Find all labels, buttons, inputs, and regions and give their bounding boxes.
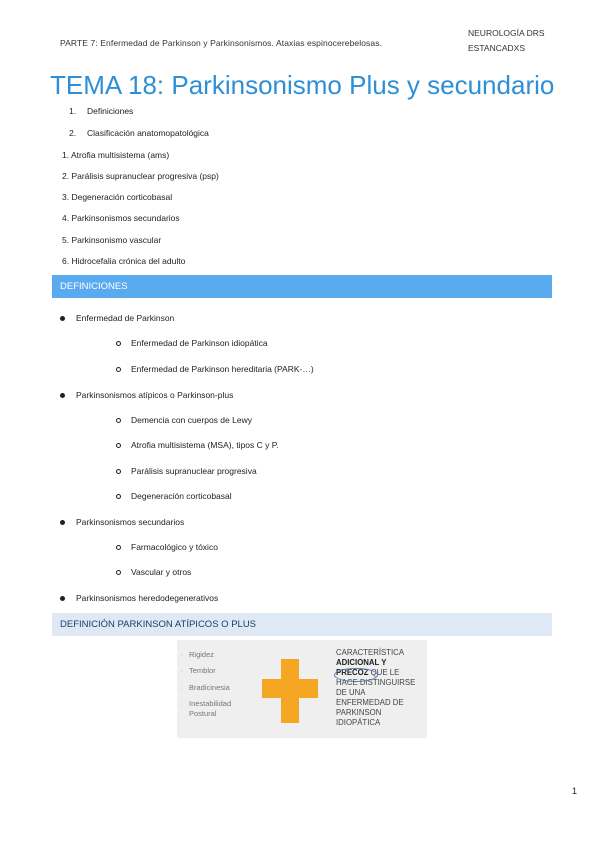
list-item: Parkinsonismos secundarios — [76, 517, 185, 527]
symptom-dash: · — [180, 683, 183, 692]
bullet-dot — [60, 520, 65, 525]
toc-label: Clasificación anatomopatológica — [87, 128, 209, 138]
list-subitem: Atrofia multisistema (MSA), tipos C y P. — [131, 440, 279, 450]
symptom-item: Rigidez — [189, 650, 215, 659]
list-subitem: Parálisis supranuclear progresiva — [131, 466, 257, 476]
figure-text-inline: QUE LE — [368, 668, 400, 677]
figure-text-line: IDIOPÁTICA — [336, 718, 381, 727]
figure-text-line: DE UNA — [336, 688, 366, 697]
list-subitem: Enfermedad de Parkinson hereditaria (PARK-…) — [131, 364, 314, 374]
toc-num: 1. — [69, 106, 77, 116]
figure-text-line: CARACTERÍSTICA — [336, 648, 405, 657]
figure-text-line: ENFERMEDAD DE — [336, 698, 404, 707]
list-subitem: Degeneración corticobasal — [131, 491, 232, 501]
toc-item-2 — [69, 128, 209, 138]
toc-item-3: 1. Atrofia multisistema (ams) — [62, 150, 170, 160]
bullet-ring — [116, 418, 121, 423]
bullet-ring — [116, 494, 121, 499]
symptom-dash: · — [180, 666, 183, 675]
toc-item-8: 6. Hidrocefalia crónica del adulto — [62, 256, 186, 266]
symptom-item: Postural — [189, 709, 217, 718]
symptom-item: Bradicinesia — [189, 683, 230, 692]
bullet-dot — [60, 316, 65, 321]
toc-item-4: 2. Parálisis supranuclear progresiva (psp) — [62, 171, 219, 181]
page-header-left: PARTE 7: Enfermedad de Parkinson y Parkinsonismos. Ataxias espinocerebelosas. — [60, 38, 383, 48]
bullet-ring — [116, 367, 121, 372]
bullet-dot — [60, 596, 65, 601]
list-item: Parkinsonismos heredodegenerativos — [76, 593, 219, 603]
list-item: Parkinsonismos atípicos o Parkinson-plus — [76, 390, 234, 400]
toc-label: Definiciones — [87, 106, 134, 116]
section-heading-definiciones: DEFINICIONES — [52, 275, 552, 298]
bullet-ring — [116, 570, 121, 575]
symptom-item: Temblor — [189, 666, 216, 675]
symptom-item: Inestabilidad — [189, 699, 232, 708]
list-item: Enfermedad de Parkinson — [76, 313, 175, 323]
page-header-right — [468, 26, 568, 56]
symptom-dash: · — [180, 699, 183, 708]
header-right-line1: NEUROLOGÍA DRS — [468, 28, 545, 38]
toc-item-7: 5. Parkinsonismo vascular — [62, 235, 162, 245]
toc-num: 2. — [69, 128, 77, 138]
bullet-ring — [116, 443, 121, 448]
bullet-dot — [60, 393, 65, 398]
bullet-ring — [116, 341, 121, 346]
toc-item-6: 4. Parkinsonismos secundarios — [62, 213, 180, 223]
toc-item-1 — [69, 106, 133, 116]
figure-text-line: HACE DISTINGUIRSE — [336, 678, 416, 687]
figure-text-bold: ADICIONAL Y — [336, 658, 387, 667]
toc-item-5: 3. Degeneración corticobasal — [62, 192, 173, 202]
list-subitem: Farmacológico y tóxico — [131, 542, 218, 552]
header-right-line2: ESTANCADXS — [468, 43, 525, 53]
figure-text-bold: PRECOZ — [336, 668, 369, 677]
list-subitem: Vascular y otros — [131, 567, 192, 577]
figure-description — [336, 648, 431, 728]
bullet-ring — [116, 469, 121, 474]
page-title: TEMA 18: Parkinsonismo Plus y secundario — [50, 70, 555, 100]
plus-sign-horizontal — [262, 679, 318, 698]
list-subitem: Demencia con cuerpos de Lewy — [131, 415, 252, 425]
figure-text-line: PARKINSON — [336, 708, 382, 717]
list-subitem: Enfermedad de Parkinson idiopática — [131, 338, 268, 348]
symptom-dash: · — [180, 650, 183, 659]
page-number: 1 — [572, 786, 578, 796]
bullet-ring — [116, 545, 121, 550]
section-heading-parkinson-atipicos: DEFINICIÓN PARKINSON ATÍPICOS O PLUS — [52, 613, 552, 636]
handdrawn-circle-mark — [334, 668, 378, 682]
